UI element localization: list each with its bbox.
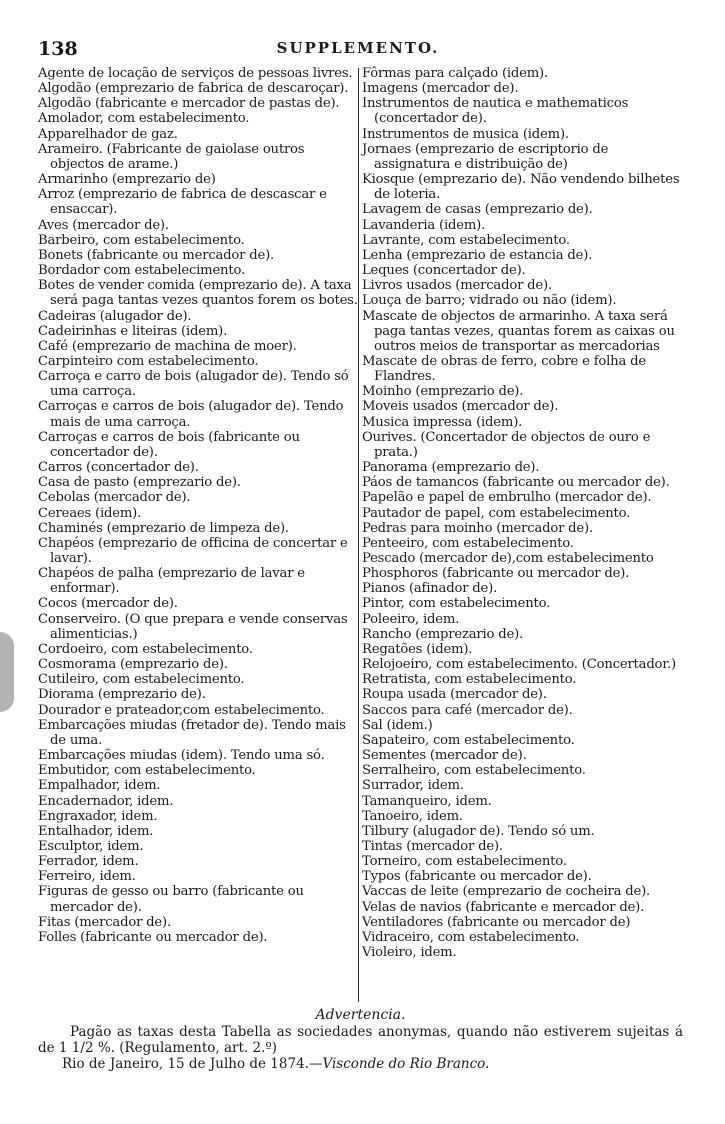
table-entry: Fitas (mercador de).: [38, 914, 171, 930]
table-entry: Carroças e carros de bois (fabricante ou concertador de).: [38, 429, 300, 460]
table-entry: Surrador, idem.: [362, 778, 464, 794]
table-entry: Panorama (emprezario de).: [362, 460, 540, 476]
table-entry: Diorama (emprezario de).: [38, 687, 206, 703]
table-entry: Empalhador, idem.: [38, 778, 161, 794]
table-entry: Algodão (emprezario de fabrica de descaroçar).: [38, 81, 349, 97]
notice-text: Pagão as taxas desta Tabella as sociedades anonymas, quando não estiverem sujeitas á de 1 1/2 %. (Regulamento, art. 2.º): [38, 1024, 683, 1056]
table-entry: Roupa usada (mercador de).: [362, 687, 547, 703]
table-entry: Pedras para moinho (mercador de).: [362, 520, 593, 536]
table-entry: Typos (fabricante ou mercador de).: [362, 869, 592, 885]
table-entry: Lavanderia (idem).: [362, 217, 486, 233]
table-entry: Arroz (emprezario de fabrica de descascar e ensaccar).: [38, 187, 327, 218]
left-column: [38, 66, 358, 945]
table-entry: Cosmorama (emprezario de).: [38, 657, 228, 673]
table-entry: Carros (concertador de).: [38, 460, 199, 476]
table-entry: Moveis usados (mercador de).: [362, 399, 559, 415]
table-entry: Imagens (mercador de).: [362, 81, 519, 97]
column-divider: [358, 68, 359, 1002]
table-entry: Armarinho (emprezario de): [38, 172, 216, 188]
table-entry: Conserveiro. (O que prepara e vende conservas alimenticias.): [38, 611, 348, 642]
table-entry: Chapéos (emprezario de officina de concertar e lavar).: [38, 535, 348, 566]
signature-line: [38, 1056, 683, 1072]
table-entry: Mascate de objectos de armarinho. A taxa será paga tantas vezes, quantas forem as caixas ou outros meios de transportar as mercadorias: [362, 308, 675, 354]
table-entry: Ferrador, idem.: [38, 854, 139, 870]
table-entry: Relojoeiro, com estabelecimento. (Concertador.): [362, 657, 676, 673]
table-entry: Lenha (emprezario de estancia de).: [362, 247, 593, 263]
table-entry: Bonets (fabricante ou mercador de).: [38, 247, 275, 263]
table-entry: Vidraceiro, com estabelecimento.: [362, 929, 580, 945]
table-entry: Agente de locação de serviços de pessoas livres.: [38, 66, 353, 81]
table-entry: Pescado (mercador de),com estabelecimento: [362, 551, 654, 566]
signatory-name: Visconde do Rio Branco.: [322, 1056, 490, 1072]
table-entry: Rancho (emprezario de).: [362, 626, 524, 642]
table-entry: Embarcações miudas (idem). Tendo uma só.: [38, 748, 325, 764]
table-entry: Páos de tamancos (fabricante ou mercador de).: [362, 475, 670, 491]
table-entry: Botes de vender comida (emprezario de). A taxa será paga tantas vezes quantos forem os botes.: [38, 278, 358, 309]
table-entry: Mascate de obras de ferro, cobre e folha de Flandres.: [362, 353, 646, 385]
table-entry: Livros usados (mercador de).: [362, 278, 552, 294]
table-entry: Encadernador, idem.: [38, 793, 174, 809]
table-entry: Sapateiro, com estabelecimento.: [362, 732, 575, 748]
table-entry: Cutileiro, com estabelecimento.: [38, 672, 245, 688]
table-entry: Papelão e papel de embrulho (mercador de).: [362, 490, 652, 506]
table-entry: Esculptor, idem.: [38, 838, 144, 854]
table-entry: Tintas (mercador de).: [362, 838, 503, 854]
table-entry: Serralheiro, com estabelecimento.: [362, 763, 586, 779]
table-entry: Cebolas (mercador de).: [38, 490, 191, 506]
table-entry: Sal (idem.): [362, 717, 433, 733]
table-entry: Entalhador, idem.: [38, 823, 154, 839]
table-entry: Cereaes (idem).: [38, 505, 142, 521]
table-entry: Carroça e carro de bois (alugador de). Tendo só uma carroça.: [38, 369, 349, 400]
table-entry: Poleeiro, idem.: [362, 611, 460, 627]
table-entry: Aves (mercador de).: [38, 217, 169, 233]
table-entry: Sementes (mercador de).: [362, 748, 527, 764]
table-entry: Pautador de papel, com estabelecimento.: [362, 505, 631, 521]
binding-stamp-mark: [0, 632, 14, 712]
table-entry: Dourador e prateador,com estabelecimento.: [38, 702, 325, 718]
table-entry: Velas de navios (fabricante e mercador de).: [362, 899, 645, 915]
table-entry: Pintor, com estabelecimento.: [362, 596, 551, 612]
table-entry: Regatões (idem).: [362, 641, 473, 657]
table-entry: Retratista, com estabelecimento.: [362, 672, 577, 688]
table-entry: Jornaes (emprezario de escriptorio de assignatura e distribuição de): [362, 141, 609, 172]
table-entry: Cocos (mercador de).: [38, 596, 178, 612]
table-entry: Figuras de gesso ou barro (fabricante ou mercador de).: [38, 884, 304, 915]
table-entry: Tilbury (alugador de). Tendo só um.: [362, 823, 595, 839]
table-entry: Chapéos de palha (emprezario de lavar e enformar).: [38, 566, 305, 597]
table-entry: Moinho (emprezario de).: [362, 384, 524, 400]
table-entry: Instrumentos de musica (idem).: [362, 126, 569, 142]
place-date: Rio de Janeiro, 15 de Julho de 1874.—: [62, 1056, 323, 1072]
table-entry: Chaminés (emprezario de limpeza de).: [38, 520, 289, 536]
table-entry: Apparelhador de gaz.: [38, 126, 178, 142]
table-entry: Amolador, com estabelecimento.: [38, 111, 250, 127]
table-entry: Tanoeiro, idem.: [362, 808, 463, 824]
table-entry: Cadeiras (alugador de).: [38, 308, 192, 324]
table-entry: Louça de barro; vidrado ou não (idem).: [362, 293, 617, 309]
table-entry: Kiosque (emprezario de). Não vendendo bilhetes de loteria.: [362, 172, 680, 203]
table-entry: Folles (fabricante ou mercador de).: [38, 929, 268, 945]
table-entry: Musica impressa (idem).: [362, 414, 523, 430]
table-entry: Cordoeiro, com estabelecimento.: [38, 641, 253, 657]
notice-heading: Advertencia.: [315, 1007, 406, 1023]
table-entry: Ferreiro, idem.: [38, 869, 136, 885]
table-entry: Pianos (afinador de).: [362, 581, 498, 597]
table-entry: Casa de pasto (emprezario de).: [38, 475, 241, 491]
table-entry: Barbeiro, com estabelecimento.: [38, 232, 245, 248]
table-entry: Torneiro, com estabelecimento.: [362, 854, 567, 870]
table-entry: Lavrante, com estabelecimento.: [362, 232, 570, 248]
table-entry: Instrumentos de nautica e mathematicos (concertador de).: [362, 96, 629, 127]
table-entry: Arameiro. (Fabricante de gaiolase outros objectos de arame.): [38, 141, 305, 172]
table-entry: Vaccas de leite (emprezario de cocheira de).: [362, 884, 651, 900]
table-entry: Penteeiro, com estabelecimento.: [362, 535, 574, 551]
page-header: [38, 38, 678, 58]
table-entry: Ourives. (Concertador de objectos de ouro e prata.): [362, 429, 651, 460]
table-entry: Saccos para café (mercador de).: [362, 702, 573, 718]
table-entry: Embutidor, com estabelecimento.: [38, 763, 256, 779]
table-entry: Embarcações miudas (fretador de). Tendo mais de uma.: [38, 717, 346, 748]
table-entry: Violeiro, idem.: [362, 945, 457, 961]
table-entry: Cadeirinhas e liteiras (idem).: [38, 323, 228, 339]
table-entry: Café (emprezario de machina de moer).: [38, 338, 297, 354]
table-entry: Leques (concertador de).: [362, 263, 526, 279]
page-number: 138: [38, 38, 78, 60]
table-entry: Fôrmas para calçado (idem).: [362, 66, 548, 81]
notice-section: [38, 1007, 683, 1072]
table-entry: Tamanqueiro, idem.: [362, 793, 492, 809]
table-entry: Bordador com estabelecimento.: [38, 263, 245, 279]
running-title: SUPPLEMENTO.: [276, 39, 440, 57]
tax-table-columns: [38, 66, 683, 1006]
table-entry: Lavagem de casas (emprezario de).: [362, 202, 593, 218]
table-entry: Ventiladores (fabricante ou mercador de): [362, 914, 631, 930]
table-entry: Carroças e carros de bois (alugador de). Tendo mais de uma carroça.: [38, 399, 344, 430]
table-entry: Phosphoros (fabricante ou mercador de).: [362, 566, 630, 582]
table-entry: Carpinteiro com estabelecimento.: [38, 353, 259, 369]
table-entry: Algodão (fabricante e mercador de pastas de).: [38, 96, 340, 112]
right-column: [362, 66, 683, 960]
table-entry: Engraxador, idem.: [38, 808, 158, 824]
